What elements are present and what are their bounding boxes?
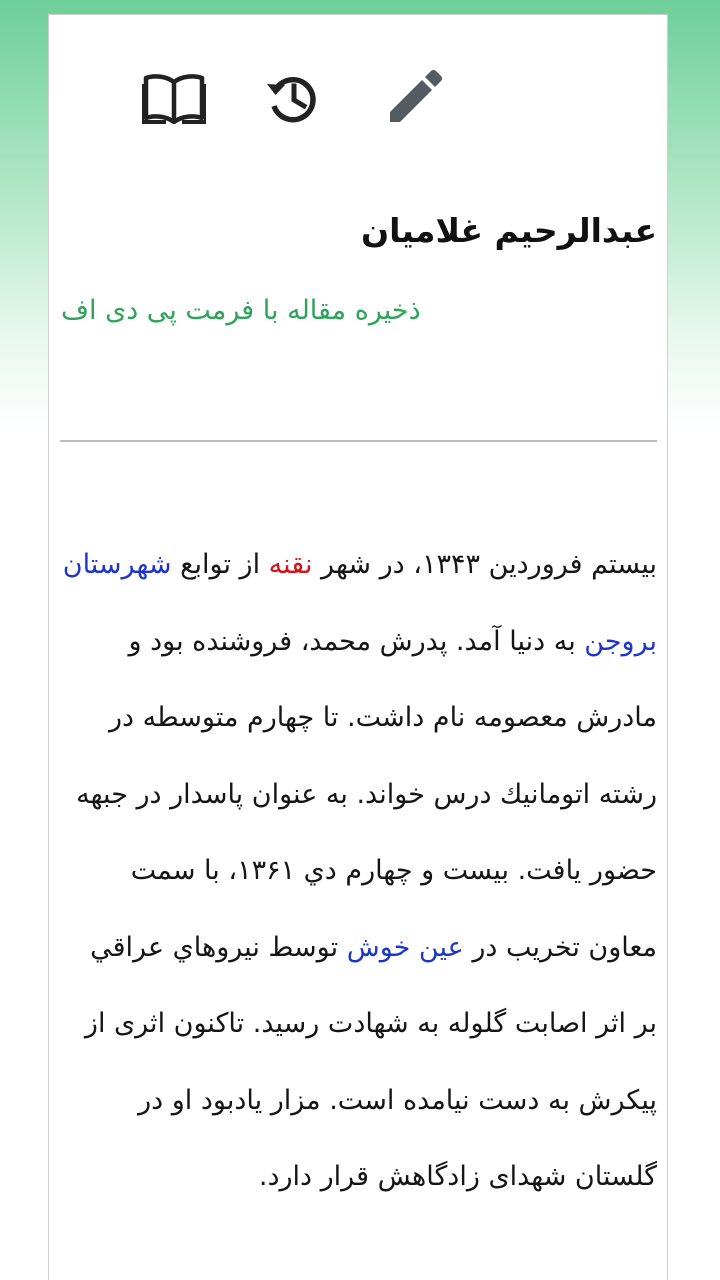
body-text: به دنیا آمد. پدرش محمد، فروشنده بود و مادرش معصومه نام داشت. تا چهارم متوسطه در رشته اتومانيك درس خواند. به عنوان پاسدار در جبهه حضور یافت. بيست و چهارم دي ۱۳۶۱، با سمت معاون تخريب در	[76, 625, 657, 963]
pencil-icon	[384, 68, 444, 128]
divider	[60, 440, 657, 442]
edit-button[interactable]	[379, 63, 449, 133]
history-button[interactable]	[258, 63, 328, 133]
history-icon	[265, 70, 321, 126]
save-pdf-link[interactable]: ذخیره مقاله با فرمت پی دی اف	[61, 295, 421, 326]
article-card	[48, 14, 668, 1280]
body-text: بیستم فروردین ۱۳۴۳، در شهر	[312, 549, 657, 580]
link-ein-khosh[interactable]: عین خوش	[346, 931, 464, 963]
article-title: عبدالرحیم غلامیان	[361, 211, 657, 250]
link-borujen-county[interactable]: شهرستان بروجن	[62, 549, 657, 657]
link-naghneh[interactable]: نقنه	[268, 549, 313, 580]
body-text: توسط نيروهاي عراقي بر اثر اصابت گلوله به شهادت رسيد. تاکنون اثری از پیکرش به دست نیامده است. مزار یادبود او در گلستان شهدای زادگاهش قرار دارد.	[84, 931, 657, 1192]
article-body	[61, 527, 657, 1216]
body-text: از توابع	[171, 549, 269, 580]
open-book-icon	[142, 72, 206, 124]
article-toolbar	[49, 15, 667, 155]
read-button[interactable]	[139, 63, 209, 133]
